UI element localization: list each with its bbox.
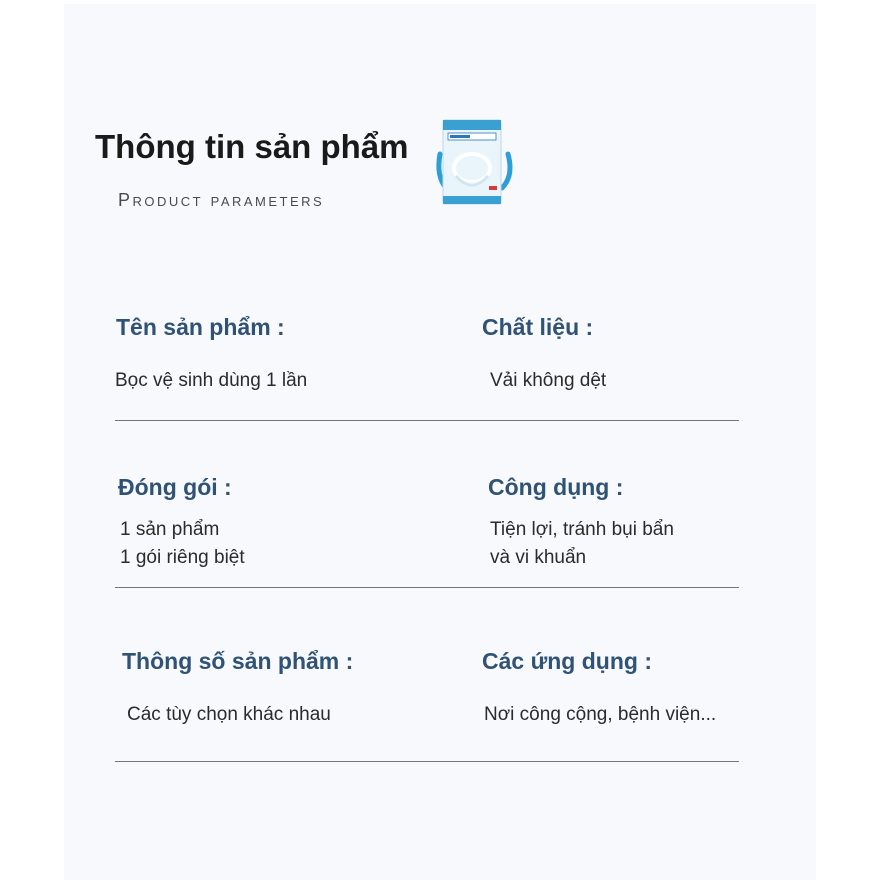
param-value-specs: Các tùy chọn khác nhau <box>127 704 331 725</box>
param-label-product-name: Tên sản phẩm : <box>116 314 285 340</box>
param-value-product-name: Bọc vệ sinh dùng 1 lần <box>115 370 308 391</box>
param-label-applications: Các ứng dụng : <box>482 648 652 674</box>
param-value-applications: Nơi công cộng, bệnh viện... <box>484 704 717 725</box>
divider-1 <box>115 420 739 421</box>
param-label-material: Chất liệu : <box>482 314 594 340</box>
divider-2 <box>115 587 739 588</box>
product-package-icon <box>432 116 516 208</box>
param-value-packaging-line1: 1 sản phẩm <box>120 519 220 540</box>
param-value-material: Vải không dệt <box>490 370 607 391</box>
param-label-usage: Công dụng : <box>488 474 624 500</box>
divider-3 <box>115 761 739 762</box>
param-label-specs: Thông số sản phẩm : <box>122 648 354 674</box>
param-value-packaging-line2: 1 gói riêng biệt <box>120 547 245 568</box>
param-value-usage-line2: và vi khuẩn <box>490 547 587 568</box>
param-value-usage-line1: Tiện lợi, tránh bụi bẩn <box>490 519 674 540</box>
page-title: Thông tin sản phẩm <box>95 128 409 165</box>
page-subtitle: Product parameters <box>118 190 325 210</box>
param-label-packaging: Đóng gói : <box>118 474 232 500</box>
